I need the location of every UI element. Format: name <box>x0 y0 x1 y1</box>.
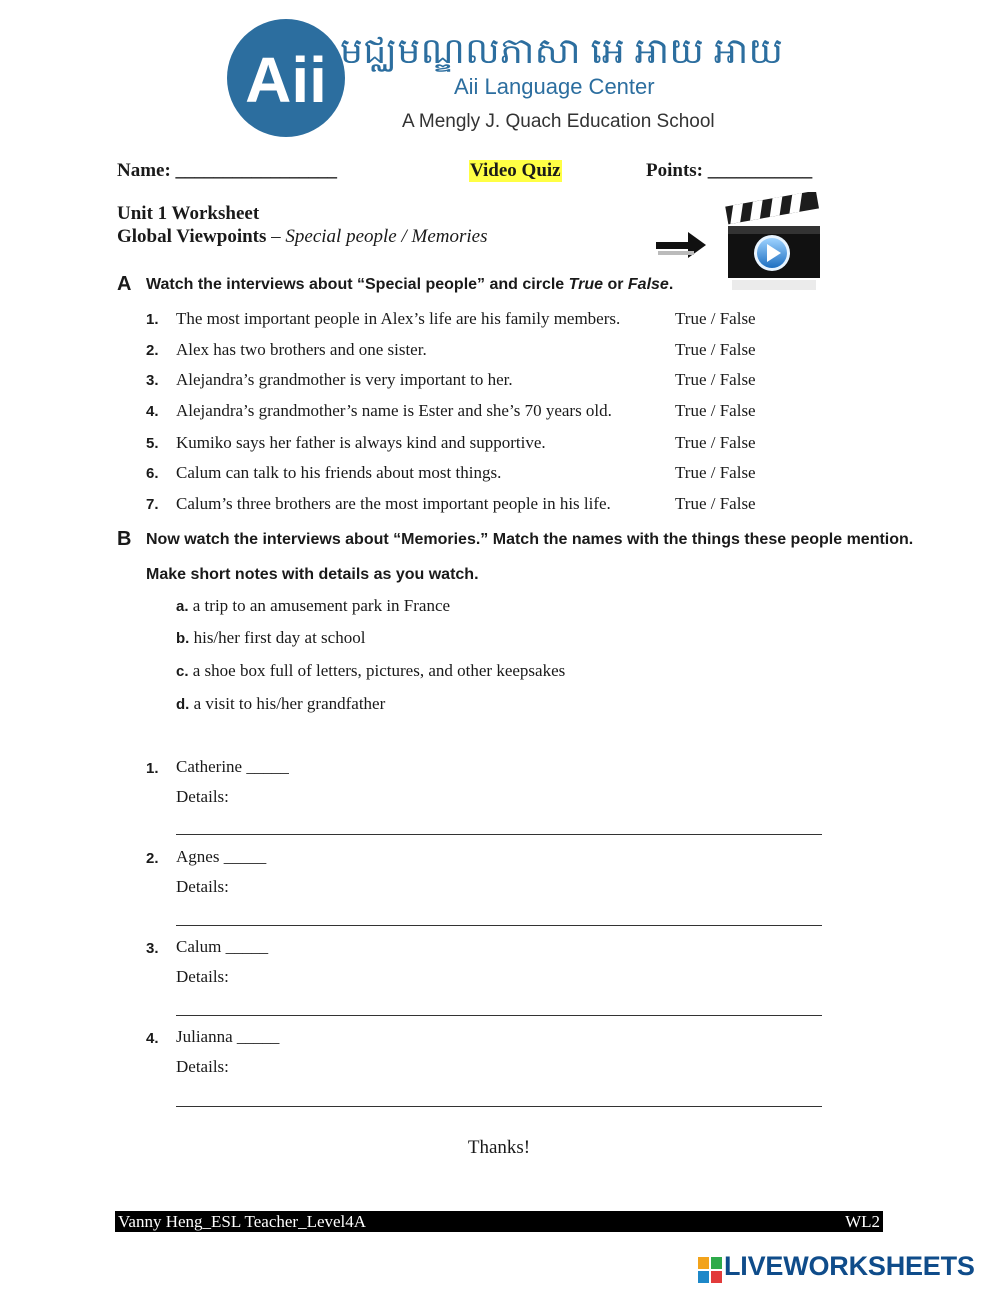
question-text: Alejandra’s grandmother’s name is Ester and she’s 70 years old. <box>176 401 612 420</box>
person-name-blank[interactable]: Catherine _____ <box>176 757 289 776</box>
video-clapperboard-icon[interactable] <box>722 192 824 296</box>
false-word: False <box>627 276 669 293</box>
tagline: A Mengly J. Quach Education School <box>402 111 715 132</box>
option-text: a trip to an amusement park in France <box>188 596 451 615</box>
match-option <box>176 628 365 648</box>
question-text: Calum’s three brothers are the most important people in his life. <box>176 494 611 513</box>
book-title: Global Viewpoints <box>117 226 267 247</box>
question-text: Alejandra’s grandmother is very important to her. <box>176 370 513 389</box>
or-word: or <box>603 276 628 293</box>
section-a-instruction <box>146 276 673 294</box>
instruction-text: Watch the interviews about “Special people” and circle <box>146 276 569 293</box>
true-false-choice[interactable]: True / False <box>675 340 756 359</box>
person-number: 2. <box>146 850 159 867</box>
option-text: a visit to his/her grandfather <box>189 694 386 713</box>
question-text: The most important people in Alex’s life are his family members. <box>176 309 621 328</box>
option-letter: b. <box>176 630 190 647</box>
instruction-period: . <box>668 276 674 293</box>
question-row <box>146 494 786 518</box>
question-number: 5. <box>146 435 159 452</box>
question-number: 6. <box>146 465 159 482</box>
match-option <box>176 596 450 616</box>
details-label: Details: <box>176 877 229 896</box>
true-word: True <box>568 276 604 293</box>
match-option <box>176 694 385 714</box>
true-false-choice[interactable]: True / False <box>675 433 756 452</box>
true-false-choice[interactable]: True / False <box>675 463 756 482</box>
liveworksheets-watermark[interactable]: LIVEWORKSHEETS <box>724 1251 975 1281</box>
question-row <box>146 433 786 457</box>
center-name: Aii Language Center <box>454 74 655 99</box>
arrow-right-icon <box>654 228 708 262</box>
question-text: Alex has two brothers and one sister. <box>176 340 427 359</box>
footer-bar <box>115 1211 883 1232</box>
question-row <box>146 463 786 487</box>
title-dash: – <box>266 226 286 247</box>
question-number: 2. <box>146 342 159 359</box>
topic-title: Special people / Memories <box>285 226 488 247</box>
details-label: Details: <box>176 1057 229 1076</box>
liveworksheets-logo-icon <box>698 1257 722 1283</box>
section-b-letter: B <box>117 528 132 550</box>
video-quiz-label: Video Quiz <box>470 160 561 181</box>
details-answer-line[interactable] <box>176 1106 822 1107</box>
details-label: Details: <box>176 787 229 806</box>
question-number: 4. <box>146 403 159 420</box>
true-false-choice[interactable]: True / False <box>675 494 756 513</box>
option-letter: d. <box>176 696 190 713</box>
option-letter: c. <box>176 663 189 680</box>
question-row <box>146 309 786 333</box>
unit-title: Unit 1 Worksheet <box>117 203 260 224</box>
person-name-blank[interactable]: Julianna _____ <box>176 1027 280 1046</box>
question-text: Kumiko says her father is always kind and supportive. <box>176 433 546 452</box>
points-field: Points: ___________ <box>646 160 813 181</box>
person-name-blank[interactable]: Agnes _____ <box>176 847 267 866</box>
person-number: 4. <box>146 1030 159 1047</box>
question-number: 1. <box>146 311 159 328</box>
khmer-center-name: មជ្ឈមណ្ឌលភាសា អេ អាយ អាយ <box>340 31 784 71</box>
true-false-choice[interactable]: True / False <box>675 370 756 389</box>
thanks-text: Thanks! <box>467 1137 531 1158</box>
footer-code: WL2 <box>845 1212 880 1231</box>
match-option <box>176 661 565 681</box>
question-number: 3. <box>146 372 159 389</box>
subtitle <box>117 226 488 248</box>
section-b-instruction: Now watch the interviews about “Memories.” Match the names with the things these people mention. <box>146 531 914 548</box>
true-false-choice[interactable]: True / False <box>675 401 756 420</box>
aii-logo <box>226 18 346 138</box>
option-text: a shoe box full of letters, pictures, and other keepsakes <box>188 661 566 680</box>
details-answer-line[interactable] <box>176 925 822 926</box>
footer-author: Vanny Heng_ESL Teacher_Level4A <box>118 1212 367 1231</box>
question-text: Calum can talk to his friends about most things. <box>176 463 502 482</box>
section-b-instruction-2: Make short notes with details as you watch. <box>146 566 479 583</box>
question-row <box>146 340 786 364</box>
question-number: 7. <box>146 496 159 513</box>
logo-text: Aii <box>245 44 327 116</box>
question-row <box>146 370 786 394</box>
details-answer-line[interactable] <box>176 1015 822 1016</box>
section-a-letter: A <box>117 273 132 295</box>
details-answer-line[interactable] <box>176 834 822 835</box>
details-label: Details: <box>176 967 229 986</box>
person-number: 1. <box>146 760 159 777</box>
option-text: his/her first day at school <box>189 628 366 647</box>
true-false-choice[interactable]: True / False <box>675 309 756 328</box>
question-row <box>146 401 786 425</box>
option-letter: a. <box>176 598 189 615</box>
person-number: 3. <box>146 940 159 957</box>
person-name-blank[interactable]: Calum _____ <box>176 937 269 956</box>
name-field: Name: _________________ <box>117 160 338 181</box>
